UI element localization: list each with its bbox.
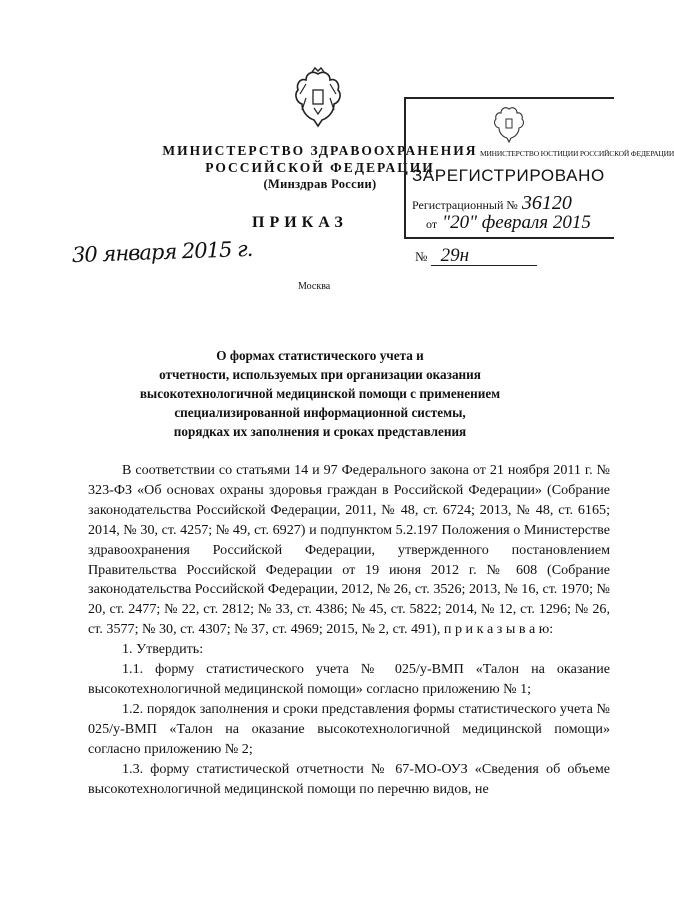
title-line: специализированной информационной системы,: [174, 405, 466, 420]
stamp-date-label: от: [426, 217, 438, 231]
stamp-date-value: "20" февраля 2015: [442, 212, 591, 233]
title-line: отчетности, используемых при организации оказания: [159, 367, 481, 382]
registration-stamp: [404, 97, 674, 239]
order-number-value: 29н: [431, 247, 537, 266]
handwritten-date: 30 января 2015 г.: [71, 236, 253, 268]
clause-1-2: 1.2. порядок заполнения и сроки представления формы статистического учета № 025/у-ВМП «Талон на оказание высокотехнологичной медицинской помощи» согласно приложению № 2;: [88, 700, 610, 757]
document-title: [112, 346, 528, 441]
title-line: порядках их заполнения и сроках представления: [173, 424, 467, 439]
title-line: О формах статистического учета и: [216, 348, 424, 363]
document-type: ПРИКАЗ: [252, 214, 348, 231]
number-sign: №: [415, 249, 428, 264]
stamp-emblem-icon: [492, 105, 526, 143]
preamble-paragraph: В соответствии со статьями 14 и 97 Федерального закона от 21 ноября 2011 г. № 323-ФЗ «Об основах охраны здоровья граждан в Российской Федерации» (Собрание законодательства Российской Федерации, 2011, № 48, ст. 6724; 2013, № 48, ст. 6165; 2014, № 30, ст. 4257; № 49, ст. 6927) и подпунктом 5.2.197 Положения о Министерстве здравоохранения Российской Федерации, утвержденного постановлением Правительства Российской Федерации от 19 июня 2012 г. № 608 (Собрание законодательства Российской Федерации, 2012, № 26, ст. 3526; 2013, № 16, ст. 1970; № 20, ст. 2477; № 22, ст. 2812; № 33, ст. 4386; № 45, ст. 5822; 2014, № 12, ст. 1296; № 26, ст. 3577; № 30, ст. 4307; № 37, ст. 4969; 2015, № 2, ст. 491), п р и к а з ы в а ю:: [88, 462, 610, 638]
clause-1: 1. Утвердить:: [122, 641, 204, 658]
stamp-organization: МИНИСТЕРСТВО ЮСТИЦИИ РОССИЙСКОЙ ФЕДЕРАЦИИ: [480, 149, 674, 158]
stamp-date: [426, 212, 591, 234]
ministry-short-name: (Минздрав России): [263, 177, 377, 191]
title-line: высокотехнологичной медицинской помощи с применением: [139, 386, 501, 401]
state-emblem-icon: [292, 68, 344, 130]
stamp-reg-label: Регистрационный №: [412, 198, 518, 212]
city: Москва: [298, 281, 331, 292]
stamp-status: ЗАРЕГИСТРИРОВАНО: [412, 166, 605, 185]
ministry-name-line1: МИНИСТЕРСТВО ЗДРАВООХРАНЕНИЯ: [162, 143, 478, 158]
clause-1-3: 1.3. форму статистической отчетности № 67-МО-ОУЗ «Сведения об объеме высокотехнологичной медицинской помощи по перечню видов, не: [88, 760, 610, 797]
stamp-reg-number: 36120: [521, 192, 572, 214]
ministry-name-line2: РОССИЙСКОЙ ФЕДЕРАЦИИ: [205, 160, 435, 175]
order-number: [415, 247, 537, 266]
clause-1-1: 1.1. форму статистического учета № 025/у-ВМП «Талон на оказание высокотехнологичной медицинской помощи» согласно приложению № 1;: [88, 661, 610, 697]
document-body: [88, 461, 610, 799]
